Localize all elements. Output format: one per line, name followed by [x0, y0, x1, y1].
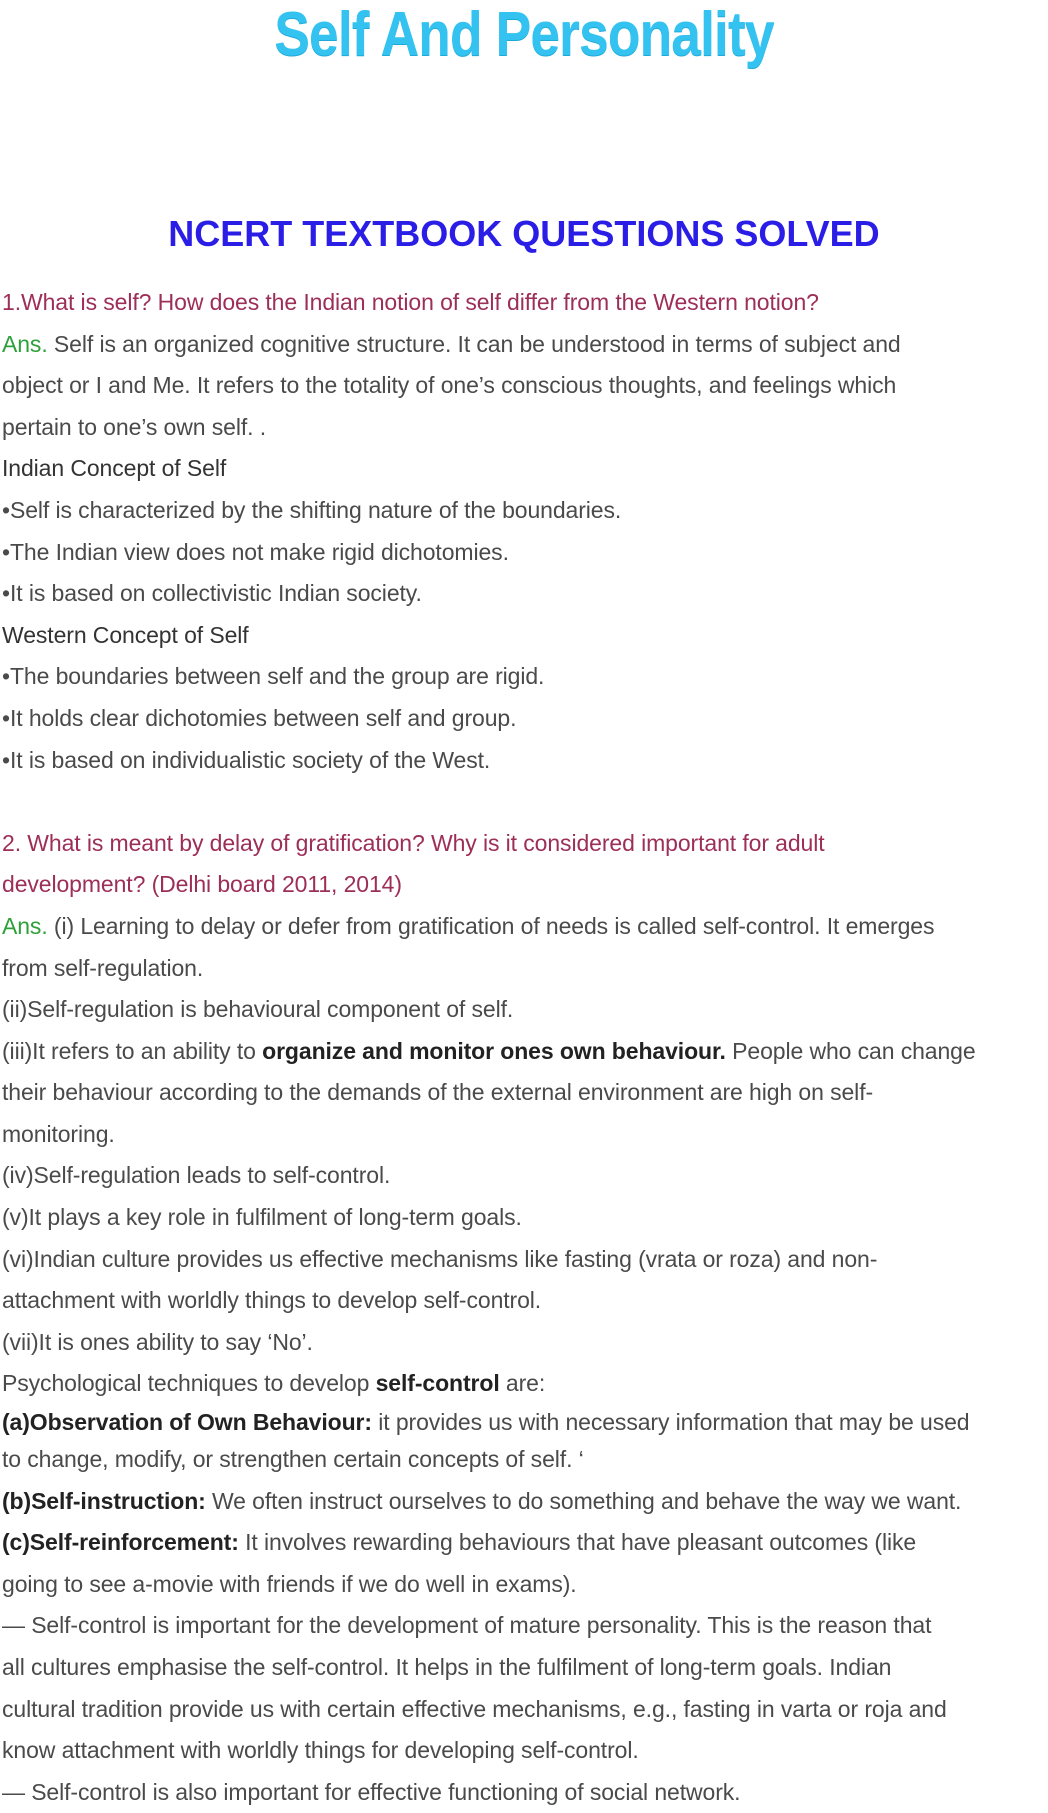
technique-a-title: (a)Observation of Own Behaviour:	[2, 1409, 372, 1436]
section-heading: NCERT TEXTBOOK QUESTIONS SOLVED	[168, 213, 880, 254]
western-point: •It is based on individualistic society of the West.	[2, 746, 491, 773]
point-iii-cont: their behaviour according to the demands of the external environment are high on self-	[2, 1079, 874, 1106]
technique-b	[2, 1481, 1048, 1523]
article-body	[2, 282, 1048, 1813]
technique-c	[2, 1522, 1048, 1564]
summary-line: know attachment with worldly things for developing self-control.	[2, 1737, 639, 1764]
point-ii: (ii)Self-regulation is behavioural component of self.	[2, 996, 514, 1023]
western-point: •It holds clear dichotomies between self and group.	[2, 704, 517, 731]
question-1: 1.What is self? How does the Indian notion of self differ from the Western notion?	[2, 289, 819, 315]
point-v: (v)It plays a key role in fulfilment of long-term goals.	[2, 1204, 522, 1231]
point-iii-bold: organize and monitor ones own behaviour.	[262, 1037, 726, 1064]
technique-c-text: It involves rewarding behaviours that have pleasant outcomes (like	[238, 1529, 917, 1556]
western-point: •The boundaries between self and the group are rigid.	[2, 663, 545, 690]
technique-c-cont: going to see a-movie with friends if we do well in exams).	[2, 1570, 577, 1597]
summary-line: cultural tradition provide us with certain effective mechanisms, e.g., fasting in varta or roja and	[2, 1695, 947, 1722]
summary-line: — Self-control is also important for effective functioning of social network.	[2, 1778, 741, 1805]
technique-a	[2, 1405, 1048, 1439]
indian-point: •The Indian view does not make rigid dichotomies.	[2, 538, 509, 565]
indian-concept-heading: Indian Concept of Self	[2, 455, 227, 482]
techniques-text: are:	[499, 1370, 546, 1397]
technique-a-text: it provides us with necessary information that may be used	[371, 1409, 970, 1436]
answer-1-line	[2, 324, 1048, 366]
answer-1-line: object or I and Me. It refers to the totality of one’s conscious thoughts, and feelings which	[2, 372, 897, 399]
page-title: Self And Personality	[274, 0, 774, 69]
question-2: 2. What is meant by delay of gratification? Why is it considered important for adult	[2, 829, 825, 856]
ans-label: Ans.	[2, 330, 48, 357]
summary-line: — Self-control is important for the development of mature personality. This is the reason that	[2, 1612, 932, 1639]
ans-label: Ans.	[2, 912, 48, 939]
indian-point: •Self is characterized by the shifting nature of the boundaries.	[2, 496, 622, 523]
point-iii-text: (iii)It refers to an ability to	[2, 1037, 263, 1064]
western-concept-heading: Western Concept of Self	[2, 621, 249, 648]
point-iv: (iv)Self-regulation leads to self-control.	[2, 1162, 391, 1189]
summary-line: all cultures emphasise the self-control. It helps in the fulfilment of long-term goals. Indian	[2, 1654, 892, 1680]
point-iii	[2, 1031, 1048, 1073]
technique-c-title: (c)Self-reinforcement:	[2, 1529, 239, 1556]
answer-text: (i) Learning to delay or defer from gratification of needs is called self-control. It emerges	[47, 912, 935, 939]
technique-b-title: (b)Self-instruction:	[2, 1487, 206, 1514]
spacer	[2, 781, 1048, 823]
answer-text: Self is an organized cognitive structure. It can be understood in terms of subject and	[47, 330, 901, 357]
point-iii-cont: monitoring.	[2, 1120, 115, 1147]
technique-a-cont: to change, modify, or strengthen certain concepts of self. ‘	[2, 1446, 584, 1473]
answer-2-line	[2, 906, 1048, 948]
point-vii: (vii)It is ones ability to say ‘No’.	[2, 1328, 313, 1355]
point-iii-text: People who can change	[725, 1037, 976, 1064]
question-2: development? (Delhi board 2011, 2014)	[2, 871, 402, 898]
techniques-bold: self-control	[375, 1370, 500, 1397]
point-vi: (vi)Indian culture provides us effective mechanisms like fasting (vrata or roza) and non-	[2, 1245, 878, 1272]
techniques-intro	[2, 1363, 1048, 1405]
technique-b-text: We often instruct ourselves to do something and behave the way we want.	[205, 1487, 962, 1514]
answer-2-line: from self-regulation.	[2, 954, 204, 981]
point-vi-cont: attachment with worldly things to develop self-control.	[2, 1287, 542, 1314]
answer-1-line: pertain to one’s own self. .	[2, 413, 266, 440]
indian-point: •It is based on collectivistic Indian society.	[2, 580, 422, 607]
techniques-text: Psychological techniques to develop	[2, 1370, 376, 1397]
